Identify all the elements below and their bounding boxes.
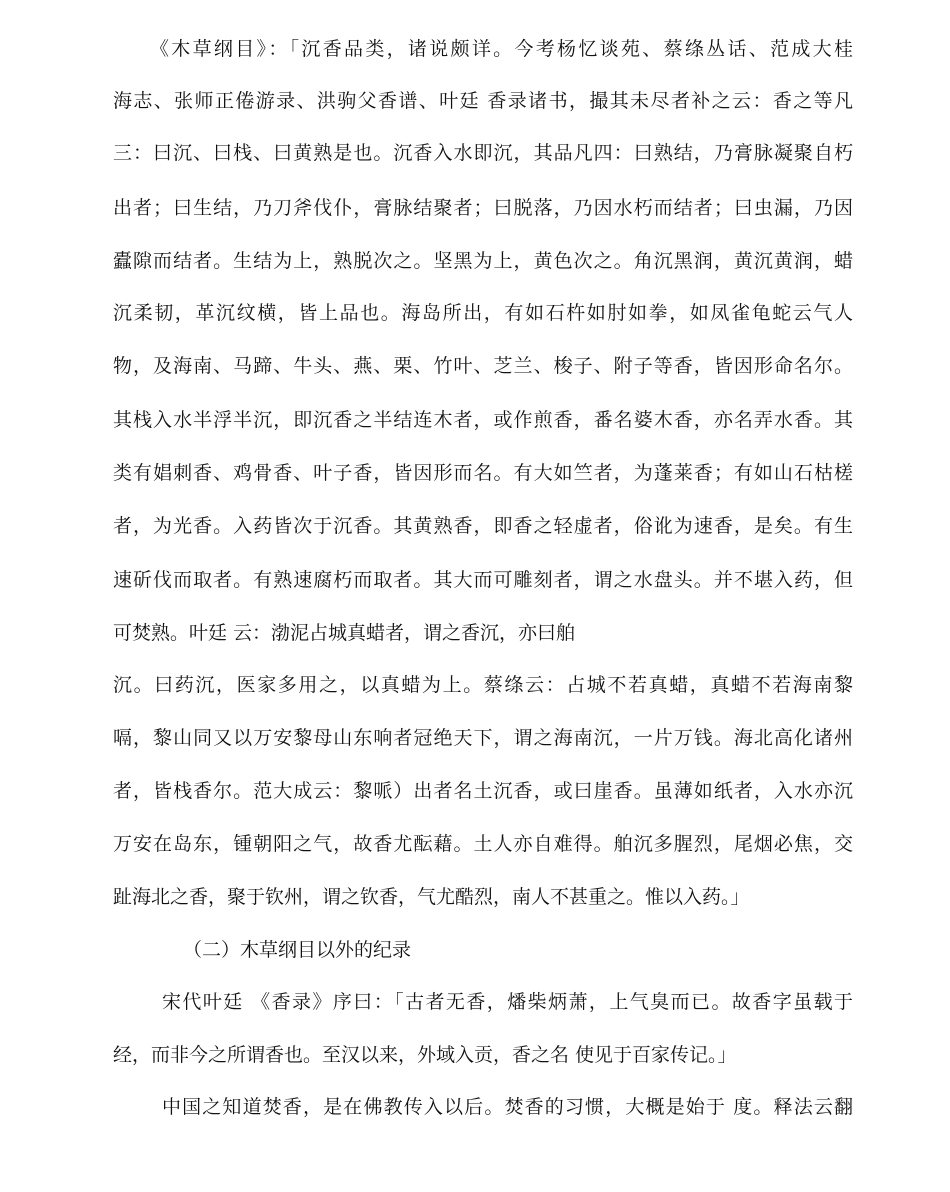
text-line: 经，而非今之所谓香也。至汉以来，外域入贡，香之名 使见于百家传记。」 — [113, 1044, 737, 1066]
text-line: 沉柔韧，革沉纹横，皆上品也。海岛所出，有如石杵如肘如拳，如凤雀龟蛇云气人 — [113, 302, 853, 324]
text-line: 《木草纲目》：「沉香品类，诸说颇详。今考杨忆谈苑、蔡绦丛话、范成大桂 — [150, 38, 853, 60]
text-line: 出者；曰生结，乃刀斧伐仆，膏脉结聚者；曰脱落，乃因水朽而结者；曰虫漏，乃因 — [113, 197, 853, 219]
text-line: 速斫伐而取者。有熟速腐朽而取者。其大而可雕刻者，谓之水盘头。并不堪入药，但 — [113, 569, 853, 591]
text-line: 趾海北之香，聚于钦州，谓之钦香，气尤酷烈，南人不甚重之。惟以入药。」 — [113, 886, 750, 908]
text-line: 蠹隙而结者。生结为上，熟脱次之。坚黑为上，黄色次之。角沉黑润，黄沉黄润，蜡 — [113, 250, 853, 272]
text-line: 可焚熟。叶廷 云：渤泥占城真蜡者，谓之香沉，亦曰舶 — [113, 622, 576, 644]
section-heading: （二）木草纲目以外的纪录 — [183, 939, 412, 961]
text-line: 沉。曰药沉，医家多用之，以真蜡为上。蔡绦云：占城不若真蜡，真蜡不若海南黎 — [113, 674, 853, 696]
text-line: 海志、张师正倦游录、洪驹父香谱、叶廷 香录诸书，撮其未尽者补之云：香之等凡 — [113, 90, 853, 112]
text-line: 其栈入水半浮半沉，即沉香之半结连木者，或作煎香，番名婆木香，亦名弄水香。其 — [113, 409, 853, 431]
text-line: 万安在岛东，锺朝阳之气，故香尤酝藉。土人亦自难得。舶沉多腥烈，尾烟必焦，交 — [113, 833, 853, 855]
text-line: 宋代叶廷 《香录》序曰：「古者无香，燔柴炳萧，上气臭而已。故香字虽载于 — [162, 991, 853, 1013]
text-line: 者，为光香。入药皆次于沉香。其黄熟香，即香之轻虚者，俗讹为速香，是矣。有生 — [113, 515, 853, 537]
text-line: 者，皆栈香尔。范大成云：黎哌）出者名土沉香，或曰崖香。虽薄如纸者，入水亦沉 — [113, 780, 853, 802]
text-line: 三：曰沉、曰栈、曰黄熟是也。沉香入水即沉，其品凡四：曰熟结，乃膏脉凝聚自朽 — [113, 142, 853, 164]
text-line: 嗝，黎山同又以万安黎母山东响者冠绝天下，谓之海南沉，一片万钱。海北高化诸州 — [113, 727, 853, 749]
text-line: 物，及海南、马蹄、牛头、燕、栗、竹叶、芝兰、梭子、附子等香，皆因形命名尔。 — [113, 355, 853, 377]
text-line: 类有娼刺香、鸡骨香、叶子香，皆因形而名。有大如竺者，为蓬莱香；有如山石枯槎 — [113, 462, 853, 484]
text-line: 中国之知道焚香，是在佛教传入以后。焚香的习惯，大概是始于 度。释法云翻 — [162, 1096, 853, 1118]
